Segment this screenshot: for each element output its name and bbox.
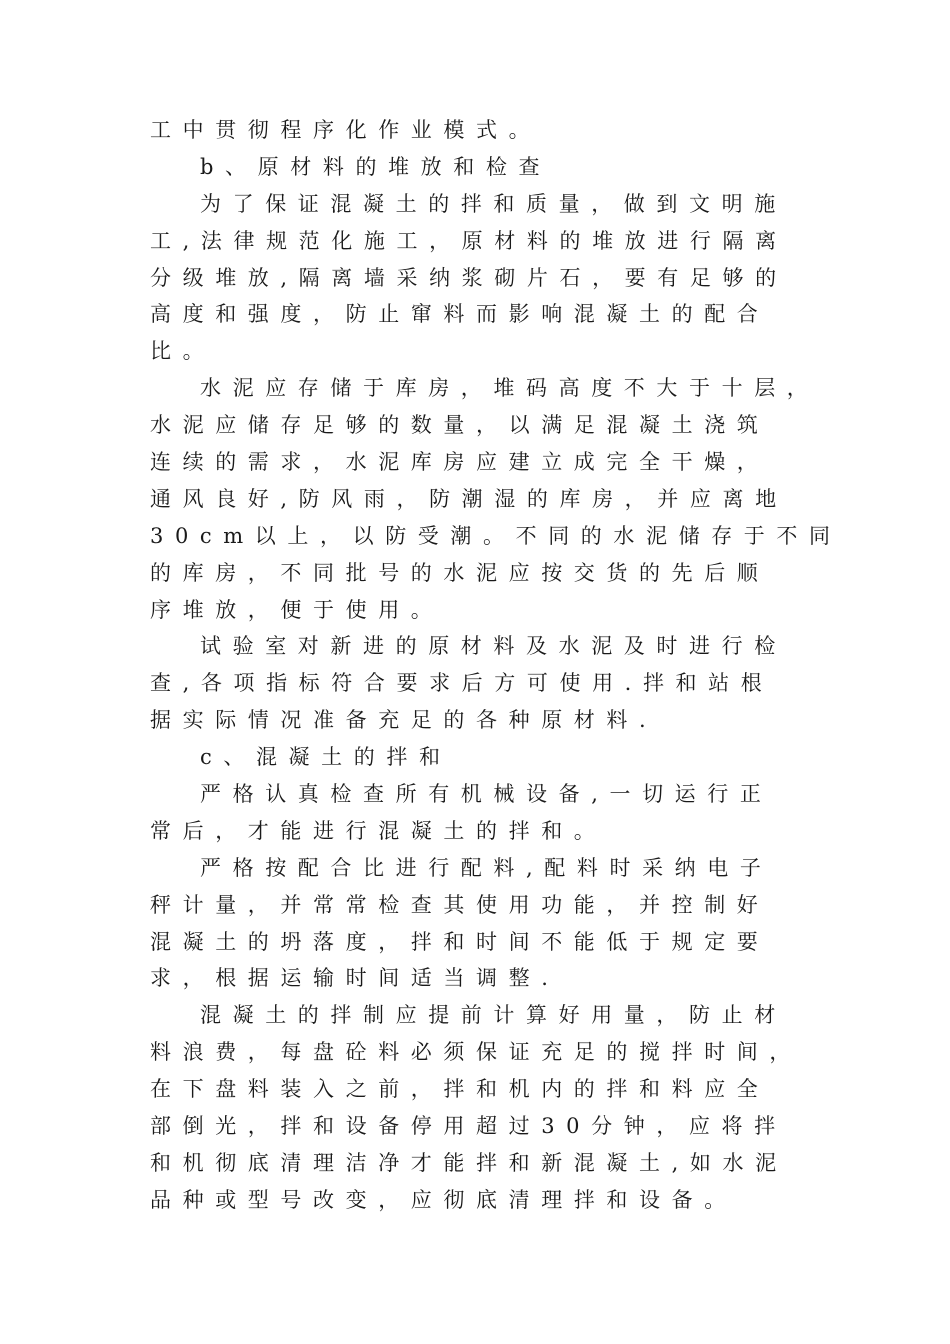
text-line: 工中贯彻程序化作业模式。	[150, 118, 542, 142]
text-line: 严格按配合比进行配料,配料时采纳电子	[200, 855, 773, 880]
document-body	[150, 112, 842, 1219]
text-line: 水泥应存储于库房，堆码高度不大于十层，	[200, 376, 820, 401]
text-line: 序堆放，便于使用。	[150, 597, 444, 622]
text-line: 常后，才能进行混凝土的拌和。	[150, 818, 607, 843]
text-line: 料浪费，每盘砼料必须保证充足的搅拌时间，	[150, 1040, 802, 1065]
text-line: 秤计量，并常常检查其使用功能，并控制好	[150, 892, 770, 917]
section-heading: c、混凝土的拌和	[200, 745, 452, 770]
text-line: 30cm以上，以防受潮。不同的水泥储存于不同	[150, 523, 842, 548]
text-line: 通风良好,防风雨，防潮湿的库房，并应离地	[150, 486, 788, 511]
section-heading: b、原材料的堆放和检查	[200, 154, 552, 179]
text-line: 水泥应储存足够的数量，以满足混凝土浇筑	[150, 413, 770, 438]
text-line: 工,法律规范化施工，原材料的堆放进行隔离	[150, 228, 788, 253]
text-line: 品种或型号改变，应彻底清理拌和设备。	[150, 1187, 737, 1212]
text-line: 和机彻底清理洁净才能拌和新混凝土,如水泥	[150, 1150, 788, 1175]
text-line: 据实际情况准备充足的各种原材料.	[150, 708, 658, 733]
text-line: 高度和强度，防止窜料而影响混凝土的配合	[150, 302, 770, 327]
text-line: 部倒光，拌和设备停用超过30分钟，应将拌	[150, 1114, 787, 1139]
text-line: 查,各项指标符合要求后方可使用.拌和站根	[150, 671, 774, 696]
text-line: 混凝土的拌制应提前计算好用量，防止材	[200, 1003, 787, 1028]
text-line: 的库房，不同批号的水泥应按交货的先后顺	[150, 560, 770, 585]
text-line: 严格认真检查所有机械设备,一切运行正	[200, 782, 773, 807]
text-line: 求，根据运输时间适当调整.	[150, 966, 560, 991]
text-line: 比。	[150, 339, 216, 364]
text-line: 混凝土的坍落度，拌和时间不能低于规定要	[150, 929, 770, 954]
text-line: 在下盘料装入之前，拌和机内的拌和料应全	[150, 1077, 770, 1102]
text-line: 为了保证混凝土的拌和质量，做到文明施	[200, 191, 787, 216]
text-line: 试验室对新进的原材料及水泥及时进行检	[200, 634, 787, 659]
text-line: 连续的需求，水泥库房应建立成完全干燥，	[150, 450, 770, 475]
text-line: 分级堆放,隔离墙采纳浆砌片石，要有足够的	[150, 265, 788, 290]
